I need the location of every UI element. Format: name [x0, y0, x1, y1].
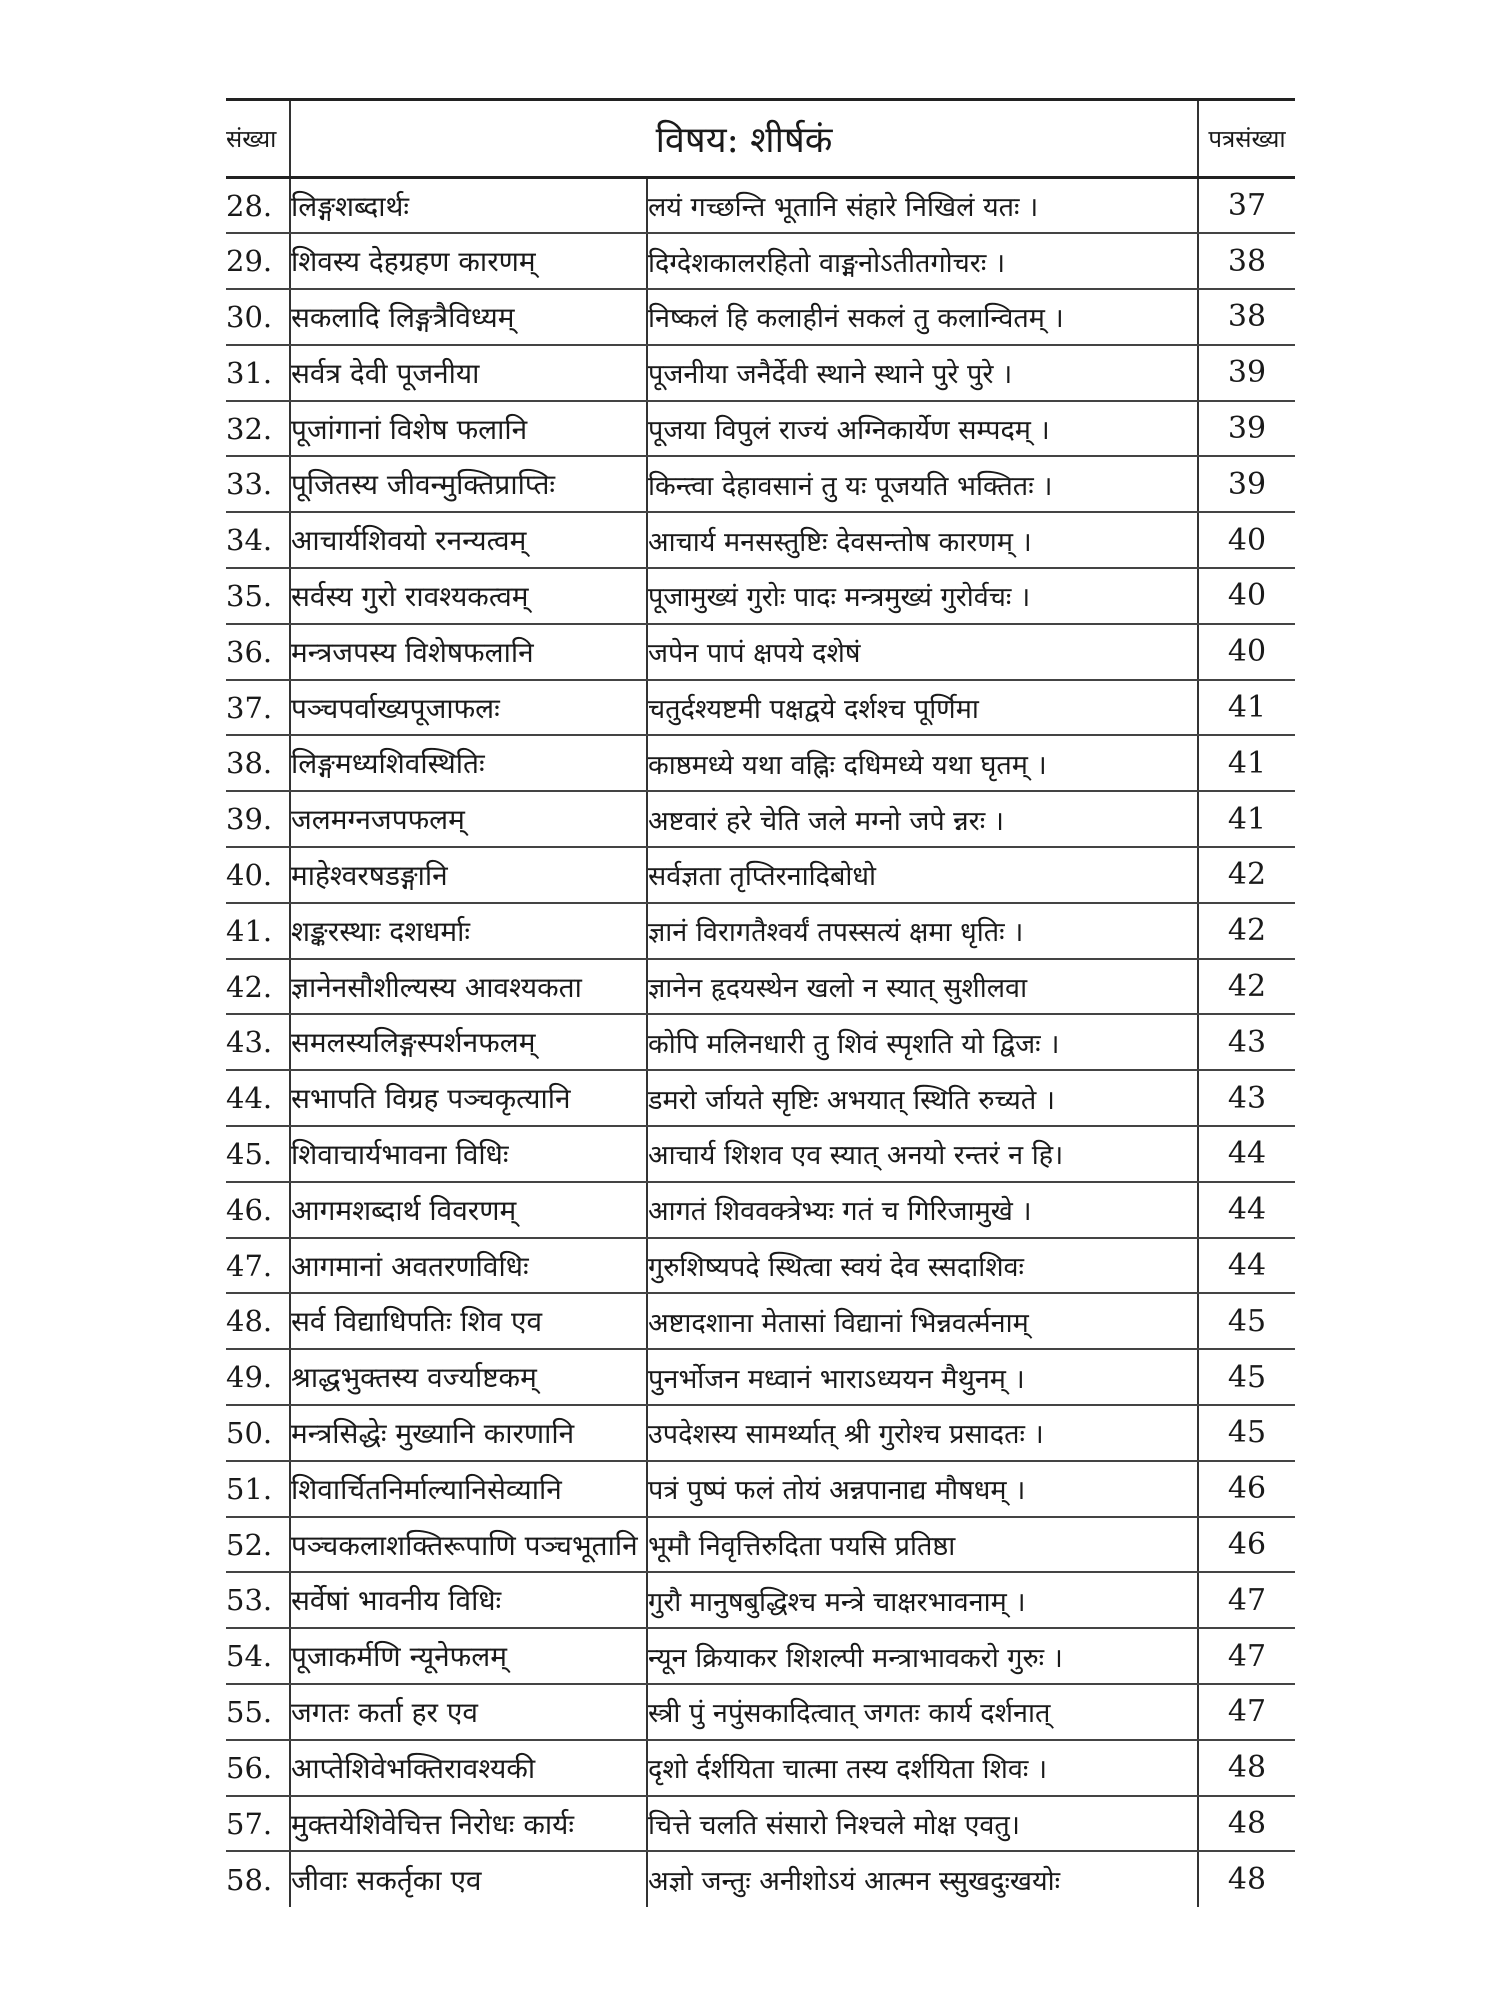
entry-topic: शिवस्य देहग्रहण कारणम् — [290, 233, 647, 289]
entry-number: 56. — [226, 1740, 290, 1796]
entry-number: 42. — [226, 959, 290, 1015]
entry-page: 44 — [1198, 1182, 1295, 1238]
entry-verse: गुरौ मानुषबुद्धिश्च मन्त्रे चाक्षरभावनाम् । — [647, 1572, 1198, 1628]
entry-topic: ज्ञानेनसौशील्यस्य आवश्यकता — [290, 959, 647, 1015]
table-row — [226, 1684, 1295, 1740]
entry-topic: श्राद्धभुक्तस्य वर्ज्याष्टकम् — [290, 1349, 647, 1405]
header-number: संख्या — [226, 100, 290, 178]
entry-page: 42 — [1198, 959, 1295, 1015]
entry-verse: पत्रं पुष्पं फलं तोयं अन्नपानाद्य मौषधम् । — [647, 1461, 1198, 1517]
entry-topic: शिवाचार्यभावना विधिः — [290, 1126, 647, 1182]
table-row — [226, 624, 1295, 680]
entry-topic: शिवार्चितनिर्माल्यानिसेव्यानि — [290, 1461, 647, 1517]
entry-verse: अष्टवारं हरे चेति जले मग्नो जपे न्नरः । — [647, 791, 1198, 847]
entry-page: 48 — [1198, 1740, 1295, 1796]
entry-topic: मन्त्रजपस्य विशेषफलानि — [290, 624, 647, 680]
entry-verse: निष्कलं हि कलाहीनं सकलं तु कलान्वितम् । — [647, 289, 1198, 345]
entry-number: 31. — [226, 345, 290, 401]
entry-number: 32. — [226, 401, 290, 457]
header-page: पत्रसंख्या — [1198, 100, 1295, 178]
entry-topic: पूजांगानां विशेष फलानि — [290, 401, 647, 457]
entry-page: 39 — [1198, 456, 1295, 512]
entry-page: 40 — [1198, 624, 1295, 680]
entry-page: 39 — [1198, 401, 1295, 457]
entry-number: 33. — [226, 456, 290, 512]
table-row — [226, 903, 1295, 959]
entry-page: 41 — [1198, 680, 1295, 736]
table-row — [226, 512, 1295, 568]
entry-verse: भूमौ निवृत्तिरुदिता पयसि प्रतिष्ठा — [647, 1517, 1198, 1573]
entry-topic: आगमानां अवतरणविधिः — [290, 1238, 647, 1294]
entry-topic: सभापति विग्रह पञ्चकृत्यानि — [290, 1070, 647, 1126]
entry-topic: लिङ्गमध्यशिवस्थितिः — [290, 735, 647, 791]
entry-page: 47 — [1198, 1628, 1295, 1684]
entry-number: 29. — [226, 233, 290, 289]
entry-verse: पुनर्भोजन मध्वानं भाराऽध्ययन मैथुनम् । — [647, 1349, 1198, 1405]
entry-verse: पूजया विपुलं राज्यं अग्निकार्येण सम्पदम् । — [647, 401, 1198, 457]
entry-page: 47 — [1198, 1572, 1295, 1628]
table-row — [226, 1796, 1295, 1852]
entry-topic: सर्वेषां भावनीय विधिः — [290, 1572, 647, 1628]
table-row — [226, 1740, 1295, 1796]
entry-number: 28. — [226, 178, 290, 234]
entry-number: 55. — [226, 1684, 290, 1740]
table-row — [226, 1405, 1295, 1461]
entry-page: 38 — [1198, 233, 1295, 289]
entry-page: 41 — [1198, 735, 1295, 791]
entry-number: 40. — [226, 847, 290, 903]
entry-number: 35. — [226, 568, 290, 624]
entry-number: 50. — [226, 1405, 290, 1461]
table-row — [226, 1349, 1295, 1405]
table-row — [226, 401, 1295, 457]
entry-topic: सर्वत्र देवी पूजनीया — [290, 345, 647, 401]
entry-verse: दृशो र्दर्शयिता चात्मा तस्य दर्शयिता शिवः । — [647, 1740, 1198, 1796]
table-row — [226, 1517, 1295, 1573]
entry-verse: अज्ञो जन्तुः अनीशोऽयं आत्मन स्सुखदुःखयोः — [647, 1851, 1198, 1907]
table-row — [226, 1238, 1295, 1294]
entry-verse: दिग्देशकालरहितो वाङ्मनोऽतीतगोचरः । — [647, 233, 1198, 289]
entry-page: 47 — [1198, 1684, 1295, 1740]
table-row — [226, 568, 1295, 624]
entry-number: 30. — [226, 289, 290, 345]
entry-verse: चतुर्दश्यष्टमी पक्षद्वये दर्शश्च पूर्णिमा — [647, 680, 1198, 736]
entry-verse: उपदेशस्य सामर्थ्यात् श्री गुरोश्च प्रसादतः । — [647, 1405, 1198, 1461]
table-row — [226, 1126, 1295, 1182]
contents-table — [226, 98, 1295, 1907]
entry-verse: अष्टादशाना मेतासां विद्यानां भिन्नवर्त्मनाम् — [647, 1293, 1198, 1349]
entry-verse: चित्ते चलति संसारो निश्चले मोक्ष एवतु। — [647, 1796, 1198, 1852]
entry-verse: ज्ञानेन हृदयस्थेन खलो न स्यात् सुशीलवा — [647, 959, 1198, 1015]
entry-topic: मुक्तयेशिवेचित्त निरोधः कार्यः — [290, 1796, 647, 1852]
table-row — [226, 1461, 1295, 1517]
entry-verse: सर्वज्ञता तृप्तिरनादिबोधो — [647, 847, 1198, 903]
entry-page: 44 — [1198, 1238, 1295, 1294]
entry-topic: सर्व विद्याधिपतिः शिव एव — [290, 1293, 647, 1349]
table-row — [226, 847, 1295, 903]
table-row — [226, 791, 1295, 847]
entry-verse: डमरो र्जायते सृष्टिः अभयात् स्थिति रुच्यते । — [647, 1070, 1198, 1126]
entry-verse: स्त्री पुं नपुंसकादित्वात् जगतः कार्य दर्शनात् — [647, 1684, 1198, 1740]
table-header — [226, 100, 1295, 178]
entry-verse: गुरुशिष्यपदे स्थित्वा स्वयं देव स्सदाशिवः — [647, 1238, 1198, 1294]
entry-topic: समलस्यलिङ्गस्पर्शनफलम् — [290, 1014, 647, 1070]
entry-verse: पूजामुख्यं गुरोः पादः मन्त्रमुख्यं गुरोर्वचः । — [647, 568, 1198, 624]
table-row — [226, 233, 1295, 289]
entry-topic: शङ्करस्थाः दशधर्माः — [290, 903, 647, 959]
table-row — [226, 289, 1295, 345]
entry-topic: आचार्यशिवयो रनन्यत्वम् — [290, 512, 647, 568]
entry-page: 45 — [1198, 1405, 1295, 1461]
entry-topic: आप्तेशिवेभक्तिरावश्यकी — [290, 1740, 647, 1796]
table-row — [226, 1293, 1295, 1349]
entry-topic: सकलादि लिङ्गत्रैविध्यम् — [290, 289, 647, 345]
entry-topic: जलमग्नजपफलम् — [290, 791, 647, 847]
entry-page: 46 — [1198, 1517, 1295, 1573]
entry-topic: लिङ्गशब्दार्थः — [290, 178, 647, 234]
entry-verse: किन्त्वा देहावसानं तु यः पूजयति भक्तितः । — [647, 456, 1198, 512]
entry-number: 37. — [226, 680, 290, 736]
entry-page: 45 — [1198, 1293, 1295, 1349]
entry-verse: आचार्य शिशव एव स्यात् अनयो रन्तरं न हि। — [647, 1126, 1198, 1182]
header-title: विषय: शीर्षकं — [290, 100, 1198, 178]
table-row — [226, 735, 1295, 791]
entry-topic: पञ्चपर्वाख्यपूजाफलः — [290, 680, 647, 736]
entry-number: 54. — [226, 1628, 290, 1684]
entry-page: 39 — [1198, 345, 1295, 401]
table-row — [226, 959, 1295, 1015]
entry-number: 34. — [226, 512, 290, 568]
entry-verse: ज्ञानं विरागतैश्वर्यं तपस्सत्यं क्षमा धृतिः । — [647, 903, 1198, 959]
entry-page: 46 — [1198, 1461, 1295, 1517]
entry-page: 40 — [1198, 568, 1295, 624]
entry-number: 52. — [226, 1517, 290, 1573]
entry-page: 45 — [1198, 1349, 1295, 1405]
entry-topic: पूजाकर्मणि न्यूनेफलम् — [290, 1628, 647, 1684]
entry-verse: काष्ठमध्ये यथा वह्निः दधिमध्ये यथा घृतम् । — [647, 735, 1198, 791]
entry-number: 39. — [226, 791, 290, 847]
entry-topic: मन्त्रसिद्धेः मुख्यानि कारणानि — [290, 1405, 647, 1461]
entry-verse: आचार्य मनसस्तुष्टिः देवसन्तोष कारणम् । — [647, 512, 1198, 568]
entry-topic: आगमशब्दार्थ विवरणम् — [290, 1182, 647, 1238]
entry-verse: पूजनीया जनैर्देवी स्थाने स्थाने पुरे पुरे । — [647, 345, 1198, 401]
entry-number: 47. — [226, 1238, 290, 1294]
entry-number: 41. — [226, 903, 290, 959]
entry-page: 41 — [1198, 791, 1295, 847]
entry-topic: जीवाः सकर्तृका एव — [290, 1851, 647, 1907]
entry-number: 36. — [226, 624, 290, 680]
entry-number: 48. — [226, 1293, 290, 1349]
entry-verse: कोपि मलिनधारी तु शिवं स्पृशति यो द्विजः । — [647, 1014, 1198, 1070]
table-row — [226, 345, 1295, 401]
table-row — [226, 1628, 1295, 1684]
entry-number: 49. — [226, 1349, 290, 1405]
entry-page: 42 — [1198, 903, 1295, 959]
table-row — [226, 1572, 1295, 1628]
entry-page: 43 — [1198, 1070, 1295, 1126]
table-row — [226, 456, 1295, 512]
entry-page: 43 — [1198, 1014, 1295, 1070]
entry-topic: पूजितस्य जीवन्मुक्तिप्राप्तिः — [290, 456, 647, 512]
table-row — [226, 1182, 1295, 1238]
entry-verse: आगतं शिववक्त्रेभ्यः गतं च गिरिजामुखे । — [647, 1182, 1198, 1238]
entry-page: 38 — [1198, 289, 1295, 345]
entry-number: 43. — [226, 1014, 290, 1070]
entry-verse: न्यून क्रियाकर शिशल्पी मन्त्राभावकरो गुरुः । — [647, 1628, 1198, 1684]
entry-verse: जपेन पापं क्षपये दशेषं — [647, 624, 1198, 680]
table-row — [226, 1014, 1295, 1070]
entry-topic: सर्वस्य गुरो रावश्यकत्वम् — [290, 568, 647, 624]
entry-number: 58. — [226, 1851, 290, 1907]
entry-page: 40 — [1198, 512, 1295, 568]
entry-topic: जगतः कर्ता हर एव — [290, 1684, 647, 1740]
entry-page: 44 — [1198, 1126, 1295, 1182]
table-row — [226, 680, 1295, 736]
entry-number: 53. — [226, 1572, 290, 1628]
entry-number: 51. — [226, 1461, 290, 1517]
entry-verse: लयं गच्छन्ति भूतानि संहारे निखिलं यतः । — [647, 178, 1198, 234]
entry-number: 38. — [226, 735, 290, 791]
entry-page: 48 — [1198, 1796, 1295, 1852]
entry-number: 57. — [226, 1796, 290, 1852]
table-row — [226, 178, 1295, 234]
entry-page: 42 — [1198, 847, 1295, 903]
entry-number: 44. — [226, 1070, 290, 1126]
table-body — [226, 178, 1295, 1908]
entry-page: 37 — [1198, 178, 1295, 234]
entry-page: 48 — [1227, 1862, 1267, 1898]
table-row — [226, 1070, 1295, 1126]
entry-number: 45. — [226, 1126, 290, 1182]
entry-topic: माहेश्वरषडङ्गानि — [290, 847, 647, 903]
table-row — [226, 1851, 1295, 1907]
entry-topic: पञ्चकलाशक्तिरूपाणि पञ्चभूतानि — [290, 1517, 647, 1573]
entry-number: 46. — [226, 1182, 290, 1238]
